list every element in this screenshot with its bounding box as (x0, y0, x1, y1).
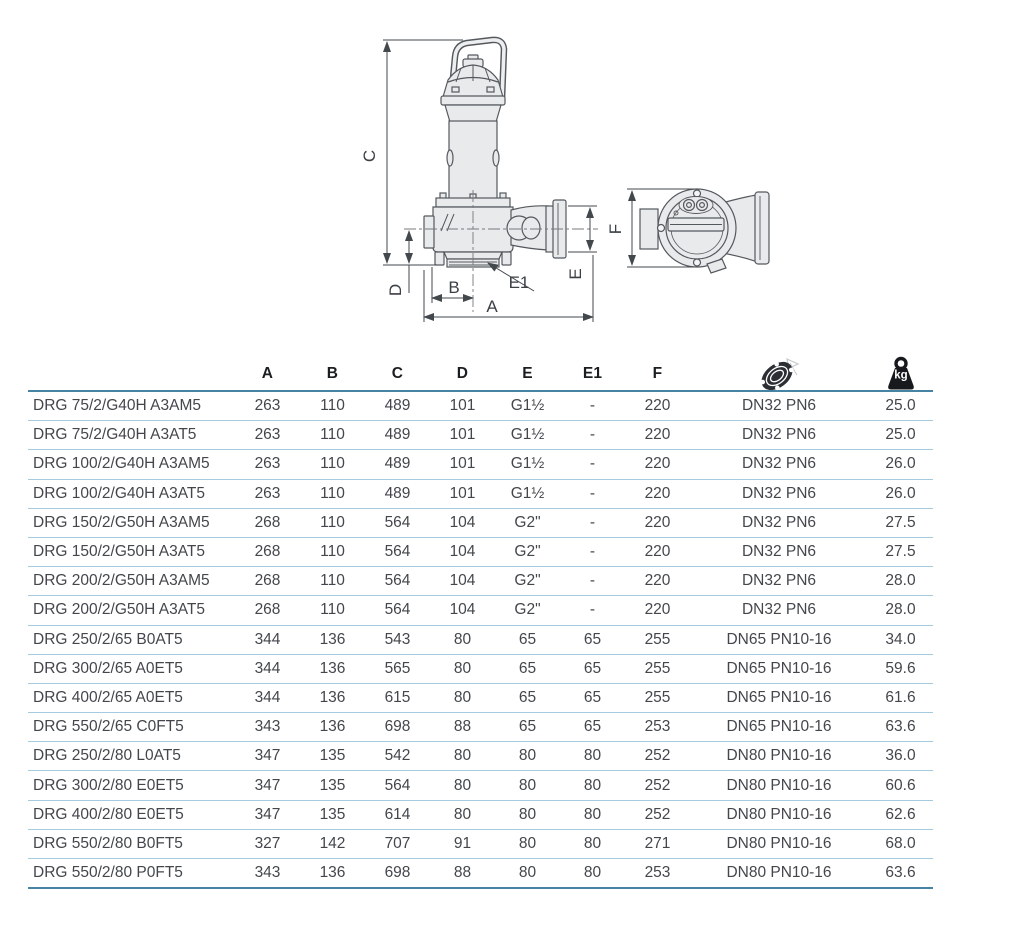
table-row (28, 596, 933, 625)
model-cell: DRG 400/2/80 E0ET5 (33, 805, 184, 823)
table-row (28, 480, 933, 509)
dim-d-cell: 104 (449, 572, 476, 590)
dim-c-cell: 707 (384, 834, 411, 852)
dim-c-cell: 564 (384, 543, 411, 561)
dim-a-cell: 344 (254, 630, 281, 648)
table-row (28, 538, 933, 567)
dim-b-cell: 136 (319, 630, 346, 648)
weight-cell: 60.6 (885, 776, 916, 794)
header-col-e1: E1 (582, 364, 603, 382)
dim-c-cell: 489 (384, 455, 411, 473)
dim-label-e: E (566, 268, 585, 280)
header-col-weight (868, 354, 933, 394)
dim-f-cell: 271 (644, 834, 671, 852)
dim-e1-cell: - (589, 455, 596, 473)
dim-b-cell: 110 (320, 484, 345, 502)
dim-a-cell: 347 (254, 747, 281, 765)
dim-e-cell: 65 (518, 659, 537, 677)
dim-e-cell: 80 (518, 747, 537, 765)
model-cell: DRG 250/2/65 B0AT5 (33, 630, 183, 648)
dim-d-cell: 101 (449, 455, 476, 473)
pump-top-view (640, 189, 769, 273)
dim-a-cell: 347 (254, 805, 281, 823)
dim-c-cell: 698 (384, 864, 411, 882)
dim-e1-cell: - (589, 543, 596, 561)
table-row (28, 801, 933, 830)
dim-f-cell: 255 (644, 688, 671, 706)
header-col-d: D (456, 364, 469, 382)
flange-dn-cell: DN32 PN6 (741, 601, 817, 619)
dim-a-cell: 263 (254, 455, 281, 473)
dim-a-cell: 268 (254, 601, 281, 619)
model-cell: DRG 200/2/G50H A3AT5 (33, 601, 206, 619)
dim-b-cell: 110 (320, 601, 345, 619)
dim-d-cell: 91 (453, 834, 472, 852)
flange-icon (757, 355, 801, 393)
header-col-flange (690, 354, 868, 394)
table-row (28, 859, 933, 889)
dim-c-cell: 489 (384, 426, 411, 444)
table-row (28, 742, 933, 771)
dim-f-cell: 253 (644, 864, 671, 882)
dim-f-cell: 220 (644, 513, 671, 531)
dim-f-cell: 220 (644, 572, 671, 590)
table-row (28, 771, 933, 800)
weight-cell: 25.0 (885, 426, 916, 444)
model-cell: DRG 400/2/65 A0ET5 (33, 688, 183, 706)
table-row (28, 421, 933, 450)
dim-d-cell: 88 (453, 864, 472, 882)
model-cell: DRG 100/2/G40H A3AT5 (33, 484, 206, 502)
dim-c-cell: 614 (384, 805, 411, 823)
dim-c-cell: 564 (384, 513, 411, 531)
weight-cell: 61.6 (885, 688, 916, 706)
dim-b-cell: 136 (319, 688, 346, 706)
dim-e1-cell: 80 (583, 747, 602, 765)
model-cell: DRG 150/2/G50H A3AT5 (33, 543, 206, 561)
dim-c-cell: 564 (384, 776, 411, 794)
weight-cell: 28.0 (885, 601, 916, 619)
table-row (28, 509, 933, 538)
dim-b-cell: 110 (320, 397, 345, 415)
flange-dn-cell: DN80 PN10-16 (726, 834, 832, 852)
model-cell: DRG 300/2/65 A0ET5 (33, 659, 183, 677)
weight-cell: 27.5 (885, 513, 916, 531)
table-body (28, 392, 933, 889)
dim-label-a: A (486, 297, 498, 316)
dim-d-cell: 101 (449, 397, 476, 415)
dim-a-cell: 344 (254, 688, 281, 706)
dim-a-cell: 263 (254, 397, 281, 415)
weight-cell: 62.6 (885, 805, 916, 823)
dim-e1-cell: - (589, 572, 596, 590)
model-cell: DRG 550/2/65 C0FT5 (33, 718, 184, 736)
weight-kg-icon (883, 356, 919, 393)
table-row (28, 684, 933, 713)
header-col-c: C (391, 364, 404, 382)
dim-d-cell: 104 (449, 543, 476, 561)
dim-b-cell: 136 (319, 659, 346, 677)
flange-dn-cell: DN65 PN10-16 (726, 659, 832, 677)
table-header-row (28, 354, 933, 392)
dim-b-cell: 135 (319, 805, 346, 823)
header-col-f: F (652, 364, 663, 382)
dim-c-cell: 698 (384, 718, 411, 736)
table-row (28, 392, 933, 421)
weight-cell: 26.0 (885, 455, 916, 473)
weight-cell: 27.5 (885, 543, 916, 561)
dim-a-cell: 343 (254, 864, 281, 882)
dim-e-cell: G1½ (510, 426, 545, 444)
dim-e-cell: G1½ (510, 455, 545, 473)
model-cell: DRG 100/2/G40H A3AM5 (33, 455, 210, 473)
dim-f-cell: 252 (644, 776, 671, 794)
flange-dn-cell: DN32 PN6 (741, 426, 817, 444)
dim-e1-cell: - (589, 397, 596, 415)
flange-dn-cell: DN32 PN6 (741, 513, 817, 531)
dim-e1-cell: 65 (583, 659, 602, 677)
weight-cell: 59.6 (885, 659, 916, 677)
header-col-e: E (522, 364, 533, 382)
dim-e-cell: G1½ (510, 397, 545, 415)
dim-b-cell: 135 (319, 747, 346, 765)
weight-cell: 26.0 (885, 484, 916, 502)
dim-d-cell: 80 (453, 630, 472, 648)
weight-cell: 63.6 (885, 718, 916, 736)
dim-f-cell: 220 (644, 543, 671, 561)
dim-e-cell: G2" (514, 513, 541, 531)
table-row (28, 830, 933, 859)
dim-e1-cell: - (589, 484, 596, 502)
dim-label-b: B (448, 278, 460, 297)
dim-e1-cell: 65 (583, 688, 602, 706)
dim-b-cell: 110 (320, 426, 345, 444)
dim-d-cell: 80 (453, 688, 472, 706)
dim-b-cell: 142 (319, 834, 346, 852)
pump-technical-drawing (350, 20, 840, 335)
header-col-a: A (261, 364, 274, 382)
dim-c-cell: 615 (384, 688, 411, 706)
kg-unit-label: kg (893, 369, 908, 381)
dim-a-cell: 268 (254, 513, 281, 531)
dim-e1-cell: 80 (583, 864, 602, 882)
dim-e1-cell: - (589, 426, 596, 444)
dim-f-cell: 220 (644, 601, 671, 619)
weight-cell: 36.0 (885, 747, 916, 765)
model-cell: DRG 75/2/G40H A3AM5 (33, 397, 201, 415)
dim-e1-cell: - (589, 601, 596, 619)
dim-a-cell: 268 (254, 543, 281, 561)
dim-e1-cell: - (589, 513, 596, 531)
dim-b-cell: 136 (319, 864, 346, 882)
model-cell: DRG 550/2/80 P0FT5 (33, 864, 183, 882)
flange-dn-cell: DN65 PN10-16 (726, 688, 832, 706)
dim-f-cell: 220 (644, 397, 671, 415)
flange-dn-cell: DN32 PN6 (741, 397, 817, 415)
dim-f-cell: 220 (644, 455, 671, 473)
dim-label-c: C (360, 149, 379, 163)
dim-label-e1: E1 (508, 273, 530, 292)
model-cell: DRG 550/2/80 B0FT5 (33, 834, 183, 852)
dim-e-cell: G2" (514, 601, 541, 619)
dim-e1-cell: 80 (583, 805, 602, 823)
model-cell: DRG 150/2/G50H A3AM5 (33, 513, 210, 531)
dim-c-cell: 489 (384, 484, 411, 502)
weight-cell: 28.0 (885, 572, 916, 590)
weight-cell: 68.0 (885, 834, 916, 852)
dim-d-cell: 104 (449, 513, 476, 531)
side-boss (424, 216, 434, 248)
dim-d-cell: 101 (449, 426, 476, 444)
dim-b-cell: 135 (319, 776, 346, 794)
flange-dn-cell: DN65 PN10-16 (726, 718, 832, 736)
model-cell: DRG 250/2/80 L0AT5 (33, 747, 181, 765)
dim-c-cell: 542 (384, 747, 411, 765)
flange-dn-cell: DN65 PN10-16 (726, 630, 832, 648)
dim-e-cell: 65 (518, 718, 537, 736)
motor-top-cap (441, 55, 505, 105)
dim-b-cell: 110 (320, 572, 345, 590)
dim-e1-cell: 65 (583, 630, 602, 648)
dim-label-f: F (606, 223, 625, 235)
flange-dn-cell: DN32 PN6 (741, 543, 817, 561)
model-cell: DRG 75/2/G40H A3AT5 (33, 426, 197, 444)
dim-e1-cell: 80 (583, 834, 602, 852)
dim-a-cell: 268 (254, 572, 281, 590)
dim-a-cell: 263 (254, 484, 281, 502)
dim-e-cell: 65 (518, 688, 537, 706)
dim-d-cell: 80 (453, 776, 472, 794)
dim-d-cell: 104 (449, 601, 476, 619)
dim-e-cell: 65 (518, 630, 537, 648)
flange-dn-cell: DN80 PN10-16 (726, 747, 832, 765)
dim-f-cell: 252 (644, 747, 671, 765)
dim-f-cell: 252 (644, 805, 671, 823)
dim-e-cell: G2" (514, 572, 541, 590)
dim-e-cell: 80 (518, 834, 537, 852)
header-col-b: B (326, 364, 339, 382)
dim-d-cell: 80 (453, 805, 472, 823)
model-cell: DRG 200/2/G50H A3AM5 (33, 572, 210, 590)
weight-cell: 25.0 (885, 397, 916, 415)
flange-dn-cell: DN80 PN10-16 (726, 776, 832, 794)
discharge-flange-plate (755, 192, 769, 264)
dim-e1-cell: 65 (583, 718, 602, 736)
dim-f-cell: 255 (644, 659, 671, 677)
dim-a-cell: 344 (254, 659, 281, 677)
dim-label-d: D (386, 283, 405, 297)
weight-cell: 63.6 (885, 864, 916, 882)
dimensions-table (28, 354, 933, 889)
table-row (28, 450, 933, 479)
model-cell: DRG 300/2/80 E0ET5 (33, 776, 184, 794)
dim-f-cell: 255 (644, 630, 671, 648)
dim-b-cell: 110 (320, 543, 345, 561)
flange-dn-cell: DN80 PN10-16 (726, 805, 832, 823)
dim-f-cell: 220 (644, 484, 671, 502)
table-row (28, 655, 933, 684)
dim-a-cell: 347 (254, 776, 281, 794)
table-row (28, 567, 933, 596)
dim-d-cell: 101 (449, 484, 476, 502)
dim-c-cell: 565 (384, 659, 411, 677)
flange-dn-cell: DN32 PN6 (741, 455, 817, 473)
dim-c-cell: 564 (384, 601, 411, 619)
side-bracket (640, 209, 658, 249)
dim-e-cell: 80 (518, 776, 537, 794)
dim-c-cell: 564 (384, 572, 411, 590)
dim-d-cell: 80 (453, 659, 472, 677)
dim-d-cell: 88 (453, 718, 472, 736)
dim-b-cell: 110 (320, 513, 345, 531)
dim-e-cell: G1½ (510, 484, 545, 502)
dim-a-cell: 343 (254, 718, 281, 736)
flange-dn-cell: DN32 PN6 (741, 484, 817, 502)
dim-e1-cell: 80 (583, 776, 602, 794)
weight-cell: 34.0 (885, 630, 916, 648)
dim-b-cell: 136 (319, 718, 346, 736)
dim-e-cell: G2" (514, 543, 541, 561)
dim-a-cell: 263 (254, 426, 281, 444)
table-row (28, 626, 933, 655)
motor-body (445, 105, 501, 199)
dim-e-cell: 80 (518, 805, 537, 823)
table-row (28, 713, 933, 742)
flange-dn-cell: DN80 PN10-16 (726, 864, 832, 882)
dim-f-cell: 253 (644, 718, 671, 736)
dim-e-cell: 80 (518, 864, 537, 882)
dim-b-cell: 110 (320, 455, 345, 473)
dim-c-cell: 543 (384, 630, 411, 648)
dim-f-cell: 220 (644, 426, 671, 444)
dim-c-cell: 489 (384, 397, 411, 415)
volute-casing (424, 193, 513, 252)
flange-dn-cell: DN32 PN6 (741, 572, 817, 590)
dim-d-cell: 80 (453, 747, 472, 765)
dim-a-cell: 327 (254, 834, 281, 852)
